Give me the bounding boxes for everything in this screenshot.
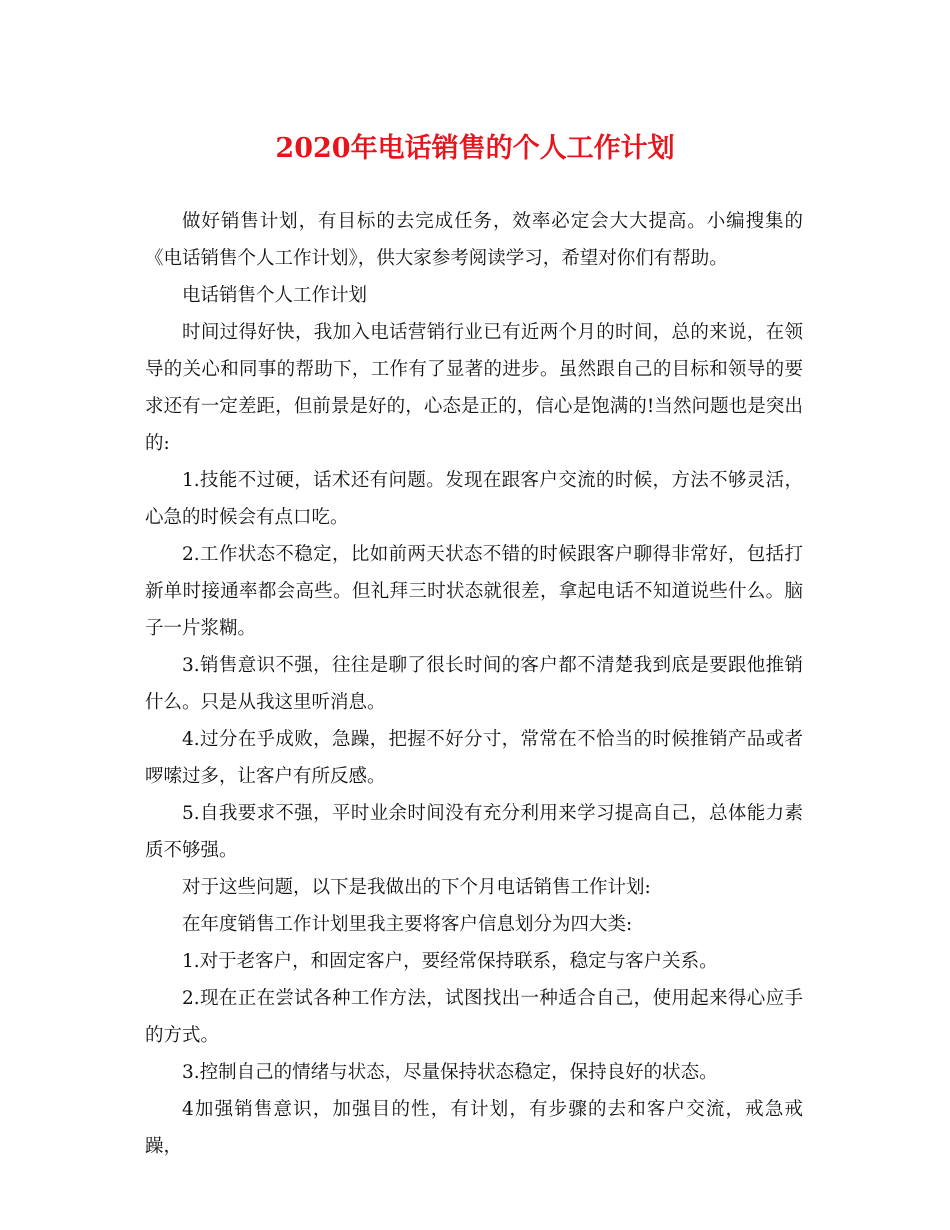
section-heading: 电话销售个人工作计划 (182, 285, 368, 306)
plan-item-2: 2.现在正在尝试各种工作方法，试图找出一种适合自己，使用起来得心应手的方式。 (145, 988, 803, 1046)
document-body (145, 203, 803, 1165)
problem-item-5: 5.自我要求不强，平时业余时间没有充分利用来学习提高自己，总体能力素质不够强。 (145, 803, 803, 861)
problem-item-2: 2.工作状态不稳定，比如前两天状态不错的时候跟客户聊得非常好，包括打新单时接通率都会高些。但礼拜三时状态就很差，拿起电话不知道说些什么。脑子一片浆糊。 (145, 544, 803, 639)
plan-item-3: 3.控制自己的情绪与状态，尽量保持状态稳定，保持良好的状态。 (182, 1062, 718, 1083)
problem-item-1: 1.技能不过硬，话术还有问题。发现在跟客户交流的时候，方法不够灵活，心急的时候会有点口吃。 (145, 470, 803, 528)
paragraph-intro: 做好销售计划，有目标的去完成任务，效率必定会大大提高。小编搜集的《电话销售个人工作计划》，供大家参考阅读学习，希望对你们有帮助。 (145, 211, 803, 269)
paragraph-overview: 时间过得好快，我加入电话营销行业已有近两个月的时间，总的来说，在领导的关心和同事的帮助下，工作有了显著的进步。虽然跟自己的目标和领导的要求还有一定差距，但前景是好的，心态是正的，信心是饱满的!当然问题也是突出的: (145, 322, 803, 454)
plan-category-intro: 在年度销售工作计划里我主要将客户信息划分为四大类: (182, 914, 633, 935)
plan-intro: 对于这些问题，以下是我做出的下个月电话销售工作计划: (182, 877, 651, 898)
problem-item-4: 4.过分在乎成败，急躁，把握不好分寸，常常在不恰当的时候推销产品或者啰嗦过多，让客户有所反感。 (145, 729, 803, 787)
problem-item-3: 3.销售意识不强，往往是聊了很长时间的客户都不清楚我到底是要跟他推销什么。只是从我这里听消息。 (145, 655, 803, 713)
plan-item-4: 4加强销售意识，加强目的性，有计划，有步骤的去和客户交流，戒急戒躁， (145, 1099, 803, 1157)
document-title: 2020年电话销售的个人工作计划 (275, 133, 675, 164)
plan-item-1: 1.对于老客户，和固定客户，要经常保持联系，稳定与客户关系。 (182, 951, 718, 972)
